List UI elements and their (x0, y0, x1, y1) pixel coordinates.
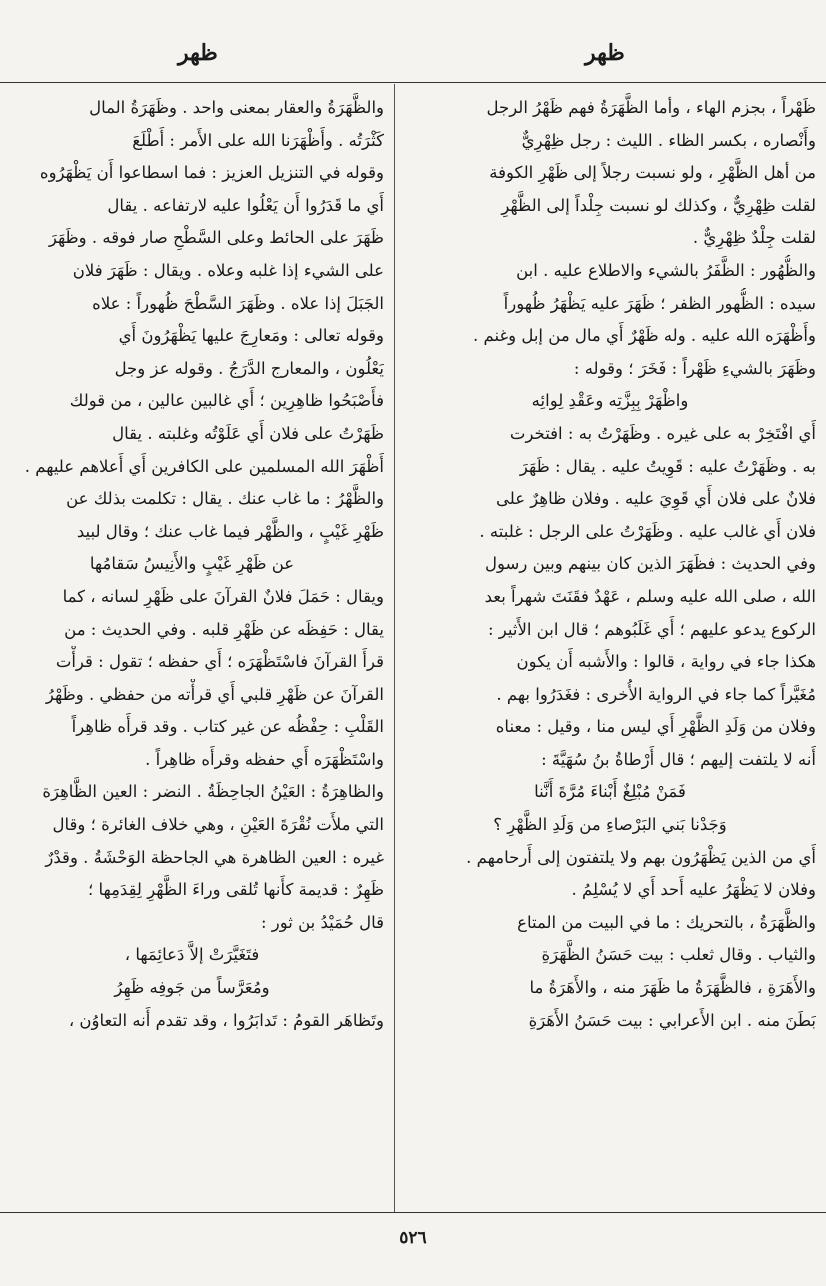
text-line: ظَهِرٌ : قديمة كأَنها تُلقى وراءَ الظَّهْرِ لِقِدَمِها ؛ (87, 880, 384, 900)
text-line: والظَّهْرُ : ما غاب عنك . يقال : تكلمت بذلك عن (66, 489, 384, 509)
text-line: يَعْلُون ، والمعارج الدَّرَجُ . وقوله عز وجل (114, 358, 384, 378)
text-line: فأَصْبَحُوا ظاهِرِين ؛ أَي غالبين عالين ، من قولك (69, 391, 384, 411)
page-number: ٥٢٦ (399, 1228, 427, 1248)
text-line: وفلان من وَلَدِ الظَّهْرِ أَي ليس منا ، وقيل : معناه (495, 717, 816, 737)
text-line: وفلان لا يَظْهَرُ عليه أَحد أَي لا يُسْلِمُ . (571, 880, 816, 900)
text-line: لقلت جِلْدٌ ظِهْرِيٌّ . (692, 228, 816, 248)
column-divider (394, 84, 395, 1212)
text-line: واسْتَظْهَرَه أَي حفظه وقرأَه ظاهِراً . (145, 749, 384, 769)
text-line: أَي من الذين يَظْهَرُون بهم ولا يلتفتون إلى أَرحامهم . (466, 847, 816, 867)
text-line: أَظْهَرَ الله المسلمين على الكافرين أَي أَعلاهم عليهم . (24, 456, 384, 476)
text-line: وظَهَرَ بالشيءِ ظَهْراً : فَخَرَ ؛ وقوله : (573, 358, 816, 378)
text-line: القرآنَ عن ظَهْرِ قلبي أَي قرأْته من حفظي . وظَهْرُ (45, 684, 384, 704)
text-line: ظَهْراً ، بجزم الهاء ، وأما الظَّهَرَةُ فهم ظَهْرُ الرجل (486, 98, 816, 117)
text-line: ظَهَرْتُ على فلان أَي عَلَوْتُه وغلبته . يقال (112, 423, 384, 443)
text-line: والظاهِرَةُ : العَيْنُ الجاحِظَةُ . النضر : العين الظَّاهِرَة (42, 782, 384, 802)
text-line: هكذا جاء في رواية ، قالوا : والأَشبه أَن يكون (516, 652, 816, 672)
verse-line: وَجَدْنا بَني البَرْصاءِ من وَلَدِ الظَّهْرِ ؟ (493, 815, 727, 835)
text-line: والظَّهَرَةُ والعقار بمعنى واحد . وظَهَرَةُ المال (89, 98, 384, 117)
text-line: أَي ما قَدَرُوا أَن يَعْلُوا عليه لارتفاعه . يقال (107, 195, 384, 215)
text-line: ويقال : حَمَلَ فلانٌ القرآنَ على ظَهْرِ لسانه ، كما (62, 586, 384, 606)
verse-line: فَمَنْ مُبْلِغٌ أَبْناءَ مُرَّةَ أَنَّنا (534, 782, 686, 802)
text-line: على الشيء إذا غلبه وعلاه . ويقال : ظَهَرَ فلان (72, 260, 384, 280)
text-line: ظَهْرِ غَيْبٍ ، والظَّهْر فيما غاب عنك ؛ وقال لبيد (76, 521, 384, 541)
text-line: وفي الحديث : فظَهَرَ الذين كان بينهم وبين رسول (485, 554, 816, 574)
text-line: الجَبَلَ إذا علاه . وظَهَرَ السَّطْحَ ظُهوراً : علاه (92, 293, 384, 313)
top-rule (0, 82, 826, 83)
verse-line: فتَغَيَّرَتْ إلاَّ دَعائِمَها ، (124, 945, 260, 965)
text-line: غيره : العين الظاهرة هي الجاحظة الوَحْشَةُ . وقدْرٌ (45, 847, 384, 867)
text-line: وقوله تعالى : ومَعارِجَ عليها يَظْهَرُونَ أَي (118, 326, 384, 346)
text-line: وأَظْهَرَه الله عليه . وله ظَهْرٌ أَي مال من إبل وغنم . (473, 326, 816, 346)
text-line: بَطَنَ منه . ابن الأَعرابي : بيت حَسَنُ الأَهَرَةِ (528, 1010, 816, 1030)
bottom-rule (0, 1212, 826, 1213)
right-column (404, 92, 816, 1202)
text-line: وتَظاهَر القومُ : تَدابَرُوا ، وقد تقدم أَنه التعاوُن ، (68, 1010, 384, 1030)
text-line: أَنه لا يلتفت إليهم ؛ قال أَرْطاةُ بنُ سُهَيَّةَ : (541, 749, 816, 769)
text-line: والظَّهَرَةُ ، بالتحريك : ما في البيت من المتاع (517, 912, 816, 932)
text-line: مُغَيَّراً كما جاء في الرواية الأُخرى : فغَدَرُوا بهم . (496, 684, 816, 704)
text-line: والأَهَرَةِ ، فالظَّهَرَةُ ما ظَهَرَ منه ، والأَهَرَةُ ما (529, 978, 816, 998)
text-line: وقوله في التنزيل العزيز : فما اسطاعوا أَن يَظْهَرُوه (39, 163, 384, 183)
header-entry-word-left: ظهر (178, 40, 218, 66)
verse-line: عن ظَهْرِ غَيْبٍ والأَنِيسُ سَقامُها (89, 554, 295, 574)
text-line: والثياب . وقال ثعلب : بيت حَسَنُ الظَّهَرَةِ (541, 945, 816, 965)
text-line: به . وظَهَرْتُ عليه : قَوِيتُ عليه . يقال : ظَهَرَ (519, 456, 816, 476)
text-line: فلان أَي غالب عليه . وظَهَرْتُ على الرجل : غلبته . (479, 521, 816, 541)
text-line: الله ، صلى الله عليه وسلم ، عَهْدٌ فقَنَتَ شهراً بعد (484, 586, 816, 606)
text-line: فلانٌ على فلان أَي قَوِيَ عليه . وفلان ظاهِرٌ على (495, 489, 816, 509)
text-line: والظُّهُور : الظَّفَرُ بالشيء والاطلاع عليه . ابن (516, 260, 816, 280)
verse-line: ومُعَرَّساً من جَوفِه ظَهِرُ (114, 978, 270, 998)
text-line: القَلْبِ : حِفْظُه عن غير كتاب . وقد قرأَه ظاهِراً (71, 717, 384, 737)
text-line: يقال : حَفِظَه عن ظَهْرِ قلبه . وفي الحديث : من (64, 619, 384, 639)
left-column (0, 92, 384, 1202)
text-line: قرأَ القرآنَ فاسْتَظْهَرَه ؛ أَي حفظه ؛ تقول : قرأْت (55, 652, 384, 672)
text-line: لقلت ظِهْرِيٌّ ، وكذلك لو نسبت جِلْداً إلى الظَّهْرِ (501, 195, 816, 215)
text-line: أَي افْتَخِرْ به على غيره . وظَهَرْتُ به : افتخرت (509, 423, 816, 443)
text-line: سيده : الظُّهور الظفر ؛ ظَهَرَ عليه يَظْهَرُ ظُهوراً (503, 293, 816, 313)
text-line: الركوع يدعو عليهم ؛ أَي غَلَبُوهم ؛ قال ابن الأَثير : (487, 619, 816, 639)
text-line: ظَهَرَ على الحائط وعلى السَّطْحِ صار فوقه . وظَهَرَ (48, 228, 384, 248)
text-line: قال حُمَيْدُ بن ثور : (260, 912, 384, 932)
text-line: وأَنْصاره ، بكسر الظاء . الليث : رجل ظِهْرِيٌّ (521, 130, 816, 150)
header-entry-word-right: ظهر (585, 40, 625, 66)
text-line: كَثْرَتُه . وأَظْهَرَنا الله على الأَمر : أَطْلَعَ (132, 130, 384, 150)
text-line: من أهل الظَّهْرِ ، ولو نسبت رجلاً إلى ظَهْرِ الكوفة (489, 163, 816, 183)
text-line: التي ملأَت نُقْرَةَ العَيْنِ ، وهي خلاف الغائرة ؛ وقال (52, 815, 384, 835)
verse-line: واظْهَرْ بِبِزَّتِه وعَقْدِ لِوائِه (531, 391, 689, 411)
